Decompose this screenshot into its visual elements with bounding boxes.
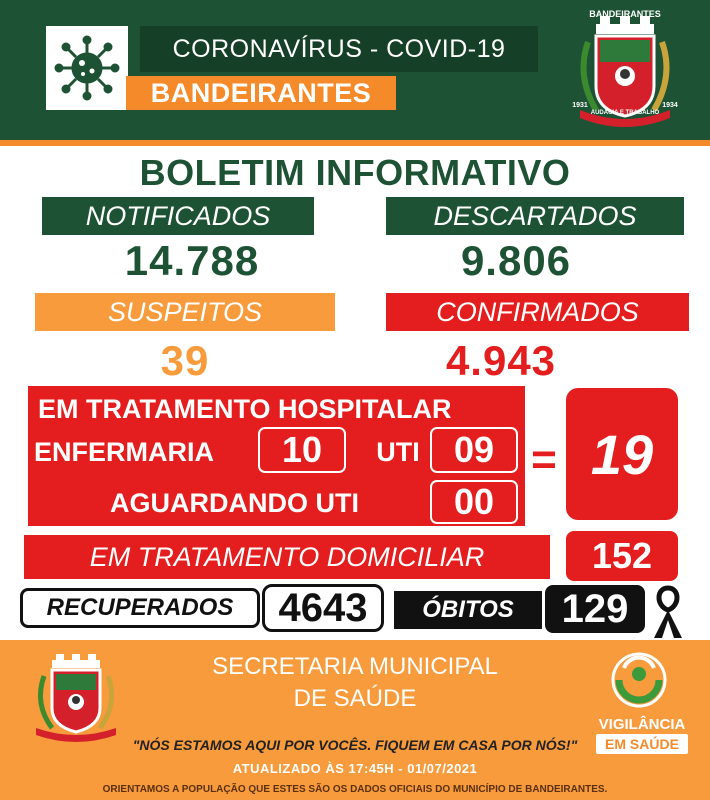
crest-top-text: BANDEIRANTES: [589, 9, 661, 19]
updated-timestamp: ATUALIZADO ÀS 17:45H - 01/07/2021: [232, 760, 478, 776]
crest-year-right: 1934: [662, 101, 678, 109]
mourning-ribbon-icon: [648, 584, 688, 640]
hospital-title: EM TRATAMENTO HOSPITALAR: [38, 393, 452, 424]
notified-value: 14.788: [124, 237, 260, 284]
icu-label: UTI: [376, 436, 420, 467]
secretariat-name-line2: DE SAÚDE: [293, 685, 417, 712]
confirmed-label: CONFIRMADOS: [386, 293, 689, 331]
home-treatment-value: 152: [566, 531, 678, 581]
vigilancia-logo-line2: EM SAÚDE: [596, 734, 688, 754]
footer-quote: "NÓS ESTAMOS AQUI POR VOCÊS. FIQUEM EM CASA POR NÓS!": [132, 737, 578, 753]
waiting-icu-label: AGUARDANDO UTI: [110, 487, 359, 518]
recovered-label: RECUPERADOS: [20, 588, 260, 628]
home-treatment-label: EM TRATAMENTO DOMICILIAR: [24, 535, 550, 579]
notified-label: NOTIFICADOS: [42, 197, 314, 235]
ward-label: ENFERMARIA: [34, 436, 214, 467]
page-title: CORONAVÍRUS - COVID-19: [140, 26, 538, 72]
bulletin-title: BOLETIM INFORMATIVO: [139, 152, 571, 193]
deaths-value: 129: [545, 585, 645, 633]
discarded-value: 9.806: [460, 237, 572, 284]
recovered-value: 4643: [262, 584, 384, 632]
header-divider: [0, 140, 710, 146]
footer-disclaimer: ORIENTAMOS A POPULAÇÃO QUE ESTES SÃO OS DADOS OFICIAIS DO MUNICÍPIO DE BANDEIRANTES.: [102, 783, 608, 795]
crest-year-left: 1931: [572, 101, 588, 109]
crest-motto: AUDÁCIA E TRABALHO: [590, 110, 660, 116]
confirmed-value: 4.943: [445, 337, 557, 384]
coronavirus-icon: [46, 26, 128, 110]
suspected-label: SUSPEITOS: [35, 293, 335, 331]
ward-value: 10: [258, 427, 346, 473]
icu-value: 09: [430, 427, 518, 473]
vigilancia-logo-line1: VIGILÂNCIA: [598, 715, 686, 733]
secretariat-name-line1: SECRETARIA MUNICIPAL: [212, 653, 498, 680]
discarded-label: DESCARTADOS: [386, 197, 684, 235]
suspected-value: 39: [160, 337, 210, 384]
equals-sign: =: [531, 435, 557, 484]
waiting-icu-value: 00: [430, 480, 518, 524]
deaths-label: ÓBITOS: [394, 591, 542, 629]
city-name: BANDEIRANTES: [126, 76, 396, 110]
hospital-total: 19: [566, 388, 678, 520]
